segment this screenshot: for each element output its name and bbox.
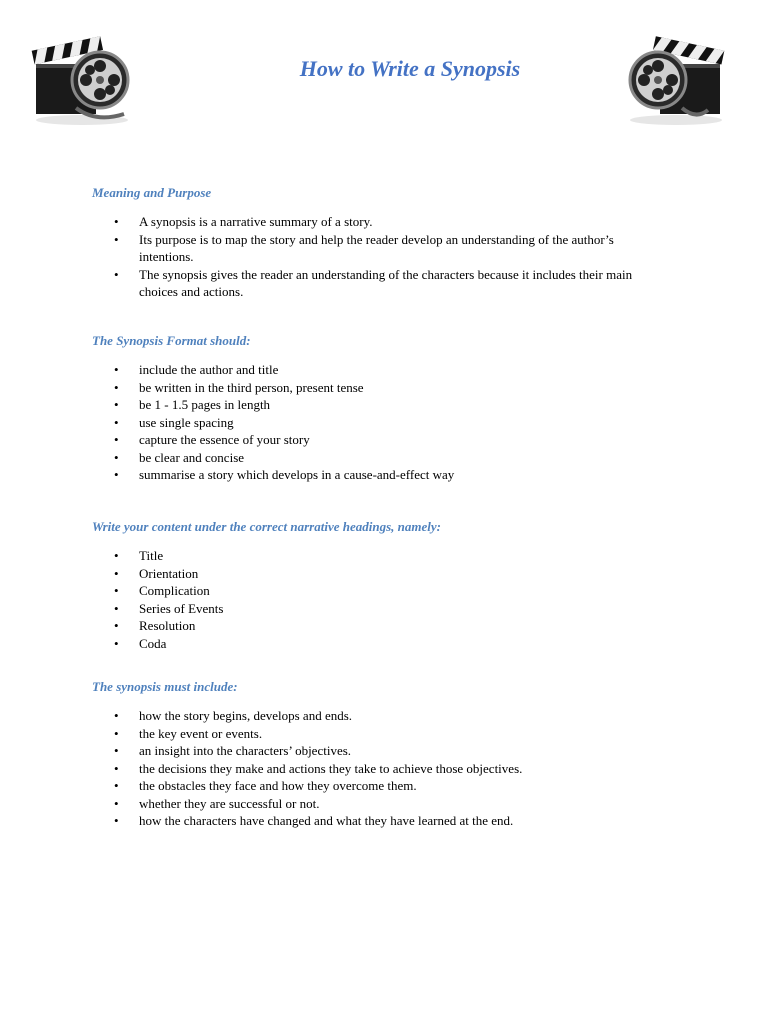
list-item: • be written in the third person, present tense <box>92 379 682 397</box>
list-item: • A synopsis is a narrative summary of a story. <box>92 213 682 231</box>
section-heading: Meaning and Purpose <box>92 185 212 200</box>
section-narrative-headings <box>92 519 682 652</box>
list-item: • capture the essence of your story <box>92 431 682 449</box>
list-item: • use single spacing <box>92 414 682 432</box>
bullet-list <box>92 213 682 301</box>
list-item: • whether they are successful or not. <box>92 795 682 813</box>
list-item: • Series of Events <box>92 600 682 618</box>
list-item: • Its purpose is to map the story and help the reader develop an understanding of the author’s intentions. <box>92 231 682 266</box>
section-synopsis-must-include <box>92 679 682 830</box>
list-item: • how the characters have changed and what they have learned at the end. <box>92 812 682 830</box>
list-item: • Resolution <box>92 617 682 635</box>
bullet-list <box>92 547 682 652</box>
section-heading: Write your content under the correct narrative headings, namely: <box>92 519 441 534</box>
section-synopsis-format <box>92 333 682 484</box>
film-reel-clapperboard-icon <box>624 28 730 128</box>
section-heading: The Synopsis Format should: <box>92 333 251 348</box>
bullet-list <box>92 707 682 830</box>
section-meaning-and-purpose <box>92 185 682 301</box>
list-item: • include the author and title <box>92 361 682 379</box>
list-item: • Orientation <box>92 565 682 583</box>
list-item: • the key event or events. <box>92 725 682 743</box>
list-item: • The synopsis gives the reader an understanding of the characters because it includes their main choices and actions. <box>92 266 682 301</box>
list-item: • the obstacles they face and how they overcome them. <box>92 777 682 795</box>
page-title: How to Write a Synopsis <box>299 56 521 81</box>
section-heading: The synopsis must include: <box>92 679 238 694</box>
list-item: • how the story begins, develops and ends. <box>92 707 682 725</box>
list-item: • an insight into the characters’ objectives. <box>92 742 682 760</box>
list-item: • summarise a story which develops in a cause-and-effect way <box>92 466 682 484</box>
list-item: • Coda <box>92 635 682 653</box>
list-item: • be clear and concise <box>92 449 682 467</box>
list-item: • Title <box>92 547 682 565</box>
list-item: • Complication <box>92 582 682 600</box>
list-item: • the decisions they make and actions they take to achieve those objectives. <box>92 760 682 778</box>
bullet-list <box>92 361 682 484</box>
list-item: • be 1 - 1.5 pages in length <box>92 396 682 414</box>
